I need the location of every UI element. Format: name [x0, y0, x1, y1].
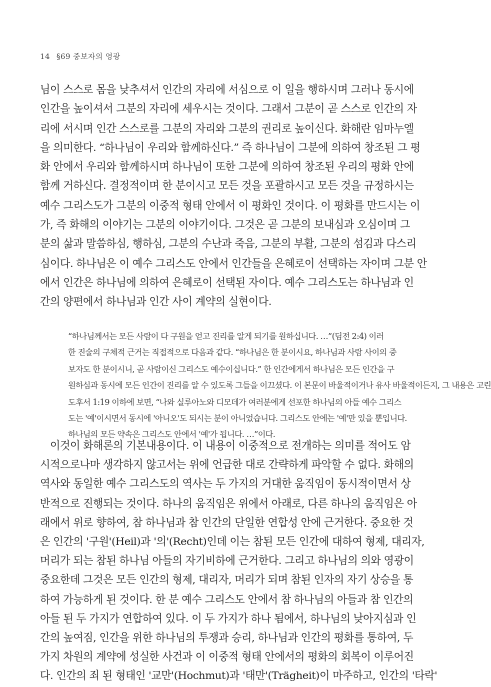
block-quote [68, 328, 491, 443]
quote-line: 한 진술의 구체적 근거는 직접적으로 다음과 같다. “하나님은 한 분이시요, 하나님과 사람 사이의 중 [68, 347, 397, 358]
text-line: 가지 차원의 계약에 성실한 사건과 이 이중적 형태 안에서의 평화의 회복이 이루어진 [40, 651, 414, 664]
quote-line: 도후서 1:19 이하에 보면, “나와 실루아노와 디모데가 여러분에게 선포한 하나님의 아들 예수 그리스 [68, 396, 402, 407]
text-line: 가, 즉 화해의 이야기는 그분의 이야기이다. 그것은 곧 그분의 보내심과 오심이며 그 [40, 219, 410, 232]
text-line: 인간을 높이셔서 그분의 자리에 세우시는 것이다. 그래서 그분이 곧 스스로 인간의 자 [40, 103, 417, 116]
text-line: 다. 인간의 죄 된 형태인 '교만'(Hochmut)과 '태만'(Trägheit)이 마주하고, 인간의 '타락' [40, 670, 438, 683]
quote-line: 도는 '예'이시면서 동시에 '아니오'도 되시는 분이 아니었습니다. 그리스도 안에는 '예'만 있을 뿐입니다. [68, 413, 407, 424]
text-line: 분의 삶과 말씀하심, 행하심, 그분의 수난과 죽음, 그분의 부활, 그분의 섬김과 다스리 [40, 238, 417, 251]
quote-line: 원하심과 동시에 모든 인간이 진리를 알 수 있도록 그들을 이끄셨다. 이 본문이 바울적이거나 유사 바울적이든지, 그 내용은 고린 [68, 380, 491, 391]
text-line: 반적으로 진행되는 것이다. 하나의 움직임은 위에서 아래로, 다른 하나의 움직임은 아 [40, 497, 417, 510]
text-line: 중요한데 그것은 모든 인간의 형제, 대리자, 머리가 되며 참된 인자의 자기 상승을 통 [40, 574, 414, 587]
running-header [40, 51, 120, 62]
text-line: 에서 인간은 하나님에 의하여 은혜로이 선택된 자이다. 예수 그리스도는 하나님과 인 [40, 276, 414, 289]
text-line: 래에서 위로 향하여, 참 하나님과 참 인간의 단일한 연합성 안에 근거한다. 중요한 것 [40, 516, 414, 529]
text-line: 간의 높여짐, 인간을 위한 하나님의 투쟁과 승리, 하나님과 인간의 평화를 통하여, 두 [40, 632, 414, 645]
text-line: 리에 서시며 인간 스스로를 그분의 자리와 그분의 권리로 높이신다. 화해란 임마누엘 [40, 122, 414, 135]
text-line: 하여 가능하게 된 것이다. 한 분 예수 그리스도 안에서 참 하나님의 아들과 참 인간의 [40, 593, 414, 606]
text-line: 머리가 되는 참된 하나님 아들의 자기비하에 근거한다. 그리고 하나님의 의와 영광이 [40, 555, 414, 568]
text-line: 예수 그리스도가 그분의 이중적 형태 안에서 이 평화인 것이다. 이 평화를 만드시는 이 [40, 199, 420, 212]
quote-line: 보자도 한 분이시니, 곧 사람이신 그리스도 예수이십니다.” 한 인간에게서 하나님은 모든 인간을 구 [68, 363, 395, 374]
quote-line: “하나님께서는 모든 사람이 다 구원을 얻고 진리를 알게 되기를 원하십니다. …”(딤전 2:4) 이러 [68, 331, 384, 341]
text-line: 을 의미한다. “하나님이 우리와 함께하신다.” 즉 하나님이 그분에 의하여 창조된 그 평 [40, 141, 421, 154]
paragraph-2 [40, 437, 440, 687]
text-line: 님이 스스로 몸을 낮추셔서 인간의 자리에 서심으로 이 일을 행하시며 그러나 동시에 [40, 84, 414, 96]
running-title: §69 중보자의 영광 [56, 52, 121, 61]
text-line: 시적으로나마 생각하지 않고서는 위에 언급한 대로 간략하게 파악할 수 없다. 화해의 [40, 459, 414, 472]
text-line: 심이다. 하나님은 이 예수 그리스도 안에서 인간들을 은혜로이 선택하는 자이며 그분 안 [40, 257, 427, 270]
text-line: 은 인간의 '구원'(Heil)과 '의'(Recht)인데 이는 참된 모든 인간에 대하여 형제, 대리자, [40, 536, 425, 549]
text-line: 이것이 화해론의 기본내용이다. 이 내용이 이중적으로 전개하는 의미를 적어도 암 [50, 440, 411, 452]
quote-line: 하나님의 모든 약속은 그리스도 안에서 '예'가 됩니다. …”이다. [68, 429, 276, 440]
text-line: 역사와 동일한 예수 그리스도의 역사는 두 가지의 거대한 움직임이 동시적이면서 상 [40, 478, 411, 491]
text-line: 화 안에서 우리와 함께하시며 하나님이 또한 그분에 의하여 창조된 우리의 평화 안에 [40, 161, 414, 174]
page-number: 14 [40, 52, 50, 61]
text-line: 간의 양편에서 하나님과 인간 사이 계약의 실현이다. [40, 296, 272, 309]
paragraph-1 [40, 81, 440, 313]
text-line: 함께 거하신다. 결정적이며 한 분이시고 모든 것을 포괄하시고 모든 것을 규정하시는 [40, 180, 414, 193]
text-line: 아들 된 두 가지가 연합하여 있다. 이 두 가지가 하나 됨에서, 하나님의 낮아지심과 인 [40, 612, 417, 625]
